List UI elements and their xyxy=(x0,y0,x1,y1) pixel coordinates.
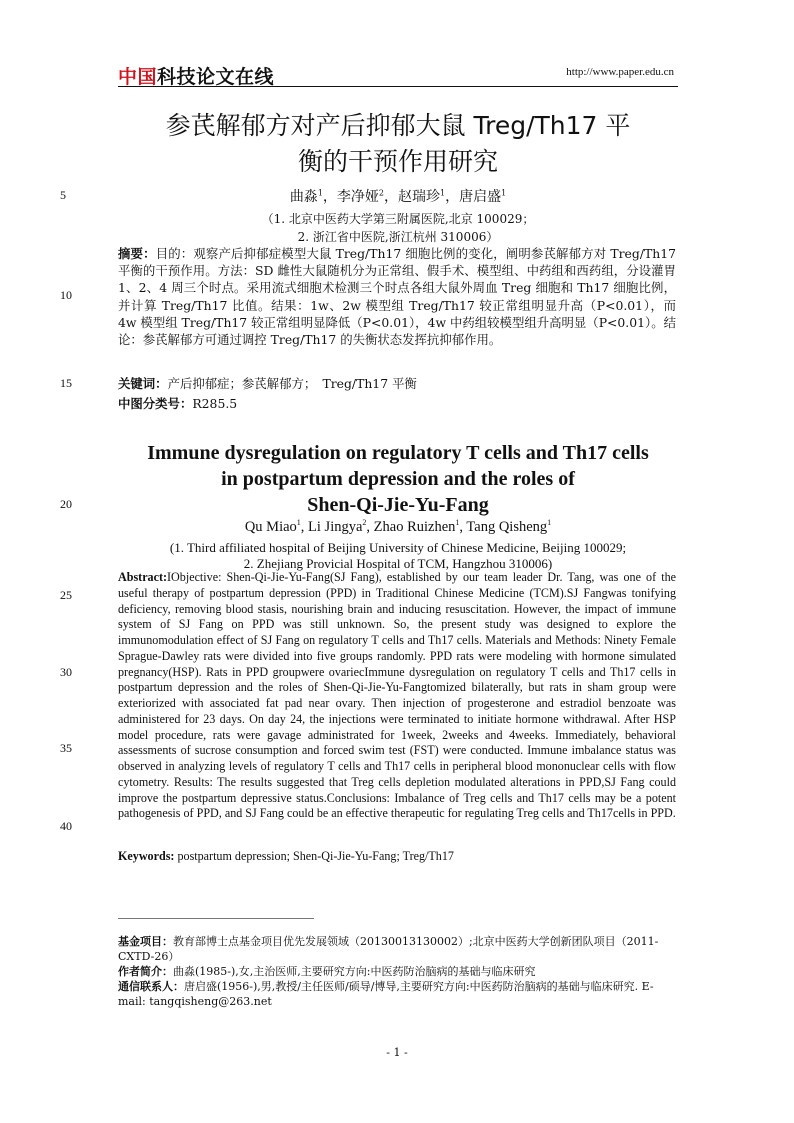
chinese-abstract-label: 摘要： xyxy=(118,246,156,261)
chinese-title xyxy=(118,108,678,180)
chinese-keywords-label: 关键词： xyxy=(118,376,168,391)
chinese-classification-text: R285.5 xyxy=(192,396,238,411)
english-authors xyxy=(118,518,678,536)
line-number-15: 15 xyxy=(60,376,72,390)
chinese-keywords xyxy=(118,374,417,392)
author-separator: ， xyxy=(322,189,337,205)
footnote-contact-label: 通信联系人： xyxy=(118,980,184,993)
line-number-40: 40 xyxy=(60,819,72,833)
author-name: 唐启盛 xyxy=(459,189,502,205)
footnote-contact-text: 唐启盛(1956-),男,教授/主任医师/硕导/博导,主要研究方向:中医药防治脑病的基础与临床研究. E-mail: tangqisheng@263.net xyxy=(118,980,654,1008)
footnote-fund-text: 教育部博士点基金项目优先发展领域（20130013130002）;北京中医药大学创新团队项目（2011-CXTD-26） xyxy=(118,935,659,963)
footnote-rule xyxy=(118,918,314,919)
english-affiliation-2: 2. Zhejiang Provicial Hospital of TCM, Hangzhou 310006) xyxy=(243,556,553,571)
chinese-authors xyxy=(118,186,678,206)
english-abstract xyxy=(118,570,676,822)
chinese-abstract xyxy=(118,245,676,348)
author-name: 李净娅 xyxy=(336,189,379,205)
author-affiliation-mark: 2 xyxy=(378,188,384,198)
author-affiliation-mark: 1 xyxy=(501,188,507,198)
english-abstract-label: Abstract: xyxy=(118,570,168,584)
footnote-author-label: 作者简介： xyxy=(118,965,173,978)
english-keywords-label: Keywords: xyxy=(118,849,175,863)
chinese-affiliation-1: （1. 北京中医药大学第三附属医院,北京 100029； xyxy=(261,212,535,226)
footnote-fund-label: 基金项目： xyxy=(118,935,173,948)
author-name: 赵瑞珍 xyxy=(398,189,440,205)
author-affiliation-mark: 1 xyxy=(440,188,446,198)
logo-black-part: 科技论文在线 xyxy=(157,66,275,88)
english-keywords xyxy=(118,849,454,864)
english-affiliation-1: (1. Third affiliated hospital of Beijing University of Chinese Medicine, Beijing 100029; xyxy=(169,540,627,555)
chinese-classification-label: 中图分类号： xyxy=(118,396,193,411)
line-number-25: 25 xyxy=(60,588,72,602)
author-separator: , xyxy=(300,518,309,535)
chinese-classification xyxy=(118,394,237,412)
site-logo xyxy=(118,62,274,89)
logo-red-part: 中国 xyxy=(118,66,158,88)
author-separator: ， xyxy=(445,189,460,205)
header-rule xyxy=(118,86,678,87)
chinese-affiliation-2: 2. 浙江省中医院,浙江杭州 310006） xyxy=(297,230,499,244)
author-affiliation-mark: 1 xyxy=(455,518,460,527)
chinese-title-line-2: 衡的干预作用研究 xyxy=(297,147,498,176)
header-url[interactable]: http://www.paper.edu.cn xyxy=(566,66,674,78)
author-name: Li Jingya xyxy=(308,518,363,535)
author-name: Zhao Ruizhen xyxy=(373,518,456,535)
english-title-line-2: in postpartum depression and the roles of xyxy=(221,468,575,490)
author-name: Qu Miao xyxy=(244,518,297,535)
chinese-keywords-text: 产后抑郁症；参芪解郁方； Treg/Th17 平衡 xyxy=(167,376,417,391)
english-keywords-text: postpartum depression; Shen-Qi-Jie-Yu-Fang; Treg/Th17 xyxy=(177,849,454,863)
english-title-line-1: Immune dysregulation on regulatory T cells and Th17 cells xyxy=(147,442,649,464)
author-affiliation-mark: 2 xyxy=(362,518,367,527)
line-number-5: 5 xyxy=(60,188,66,202)
author-affiliation-mark: 1 xyxy=(317,188,323,198)
chinese-abstract-text: 目的：观察产后抑郁症模型大鼠 Treg/Th17 细胞比例的变化，阐明参芪解郁方对 Treg/Th17 平衡的干预作用。方法：SD 雌性大鼠随机分为正常组、假手术、模型组、中药组和西药组，分设灌胃 1、2、4 周三个时点。采用流式细胞术检测三个时点各组大鼠外周血 Treg 细胞和 Th17 细胞比例，并计算 Treg/Th17 比值。结果：1w、2w 模型组 Treg/Th17 较正常组明显升高（P<0.01），而 4w 模型组 Treg/Th17 较正常组明显降低（P<0.01），4w 中药组较模型组升高明显（P<0.01）。结论：参芪解郁方可通过调控 Treg/Th17 的失衡状态发挥抗抑郁作用。 xyxy=(118,246,677,348)
line-number-10: 10 xyxy=(60,288,72,302)
page-number: - 1 - xyxy=(386,1046,408,1059)
author-name: Tang Qisheng xyxy=(466,518,548,535)
author-separator: ， xyxy=(384,189,398,205)
footnote-fund xyxy=(118,934,678,964)
author-affiliation-mark: 1 xyxy=(547,518,552,527)
author-name: 曲淼 xyxy=(289,189,318,205)
line-number-30: 30 xyxy=(60,665,72,679)
footnote-author-text: 曲淼(1985-),女,主治医师,主要研究方向:中医药防治脑病的基础与临床研究 xyxy=(173,965,536,978)
author-separator: , xyxy=(459,518,467,535)
english-abstract-text: IObjective: Shen-Qi-Jie-Yu-Fang(SJ Fang), established by our team leader Dr. Tang, was one of the useful therapy of postpartum depression (PPD) in Traditional Chinese Medicine (TCM).SJ Fangwas tonifying deficiency, removing blood stasis, nourishing brain and inducing resuscitation. However, the impact of immune system of SJ Fang on PPD was still unknown. So, the present study was designed to explore the immunomodulation effect of SJ Fang on regulatory T cells and Th17 cells. Materials and Methods: Ninety Female Sprague-Dawley rats were divided into five groups randomly. PPD rats were modeling with hormone simulated pregnancy(HSP). Rats in PPD groupwere ovariecImmune dysregulation on regulatory T cells and Th17 cells in postpartum depression and the roles of Shen-Qi-Jie-Yu-Fangtomized bilaterally, but rats in sham group were exteriorized with associated fat pad near ovary. Then injection of progesterone and estradiol benzoate was administered for 23 days. On day 24, the injections were terminated to initiate hormone withdrawal. After HSP model procedure, rats were gavage administrated for 1week, 2weeks and 4weeks. Immediately, behavioral assessments of sucrose consumption and forced swim test (FST) were conducted. Immune imbalance status was observed in analyzing levels of regulatory T cells and Th17 cells in peripheral blood mononuclear cells with flow cytometry. Results: The results suggested that Treg cells depletion modulated alterations in PPD,SJ Fang could improve the postpartum depressive status.Conclusions: Imbalance of Treg cells and Th17 cells may be a potent pathogenesis of PPD, and SJ Fang could be an effective therapeutic for regulating Treg cells and Th17cells in PPD. xyxy=(118,570,676,821)
chinese-title-line-1: 参芪解郁方对产后抑郁大鼠 Treg/Th17 平 xyxy=(165,111,631,140)
author-separator: , xyxy=(366,518,374,535)
line-number-35: 35 xyxy=(60,741,72,755)
footnote-contact xyxy=(118,979,678,1009)
footnote-author xyxy=(118,964,678,979)
line-number-20: 20 xyxy=(60,497,72,511)
author-affiliation-mark: 1 xyxy=(296,518,301,527)
english-title-line-3: Shen-Qi-Jie-Yu-Fang xyxy=(307,494,489,516)
english-title xyxy=(118,440,678,518)
